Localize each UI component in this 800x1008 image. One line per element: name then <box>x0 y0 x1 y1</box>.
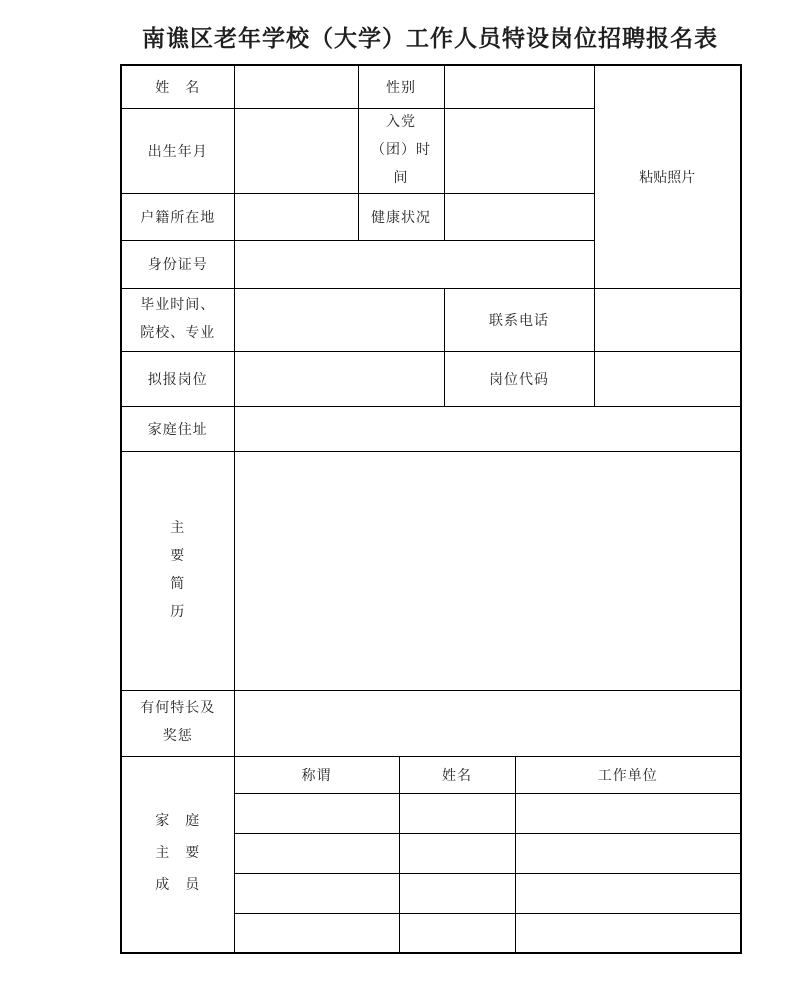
family-col-workunit: 工作单位 <box>515 756 741 793</box>
row-home-address <box>121 406 741 451</box>
position-value-cell <box>234 351 444 406</box>
resume-line-1: 主 <box>170 520 186 536</box>
family-members-label <box>121 756 234 953</box>
row-name-gender <box>121 65 741 108</box>
family-row-2-workunit-cell <box>515 833 741 873</box>
id-number-label: 身份证号 <box>121 240 234 288</box>
phone-value-cell <box>594 288 741 351</box>
position-code-label: 岗位代码 <box>444 351 594 406</box>
family-col-name: 姓名 <box>399 756 515 793</box>
specialty-line-1: 有何特长及 <box>140 701 216 716</box>
home-address-label: 家庭住址 <box>121 406 234 451</box>
resume-line-2: 要 <box>170 548 186 564</box>
resume-line-4: 历 <box>170 604 186 620</box>
party-time-label-lines <box>361 109 442 193</box>
health-label: 健康状况 <box>358 193 444 240</box>
id-number-value-cell <box>234 240 594 288</box>
specialty-label-lines <box>124 695 232 751</box>
row-specialty <box>121 690 741 756</box>
family-row-2-name-cell <box>399 833 515 873</box>
family-row-4-workunit-cell <box>515 913 741 953</box>
row-position <box>121 351 741 406</box>
phone-label: 联系电话 <box>444 288 594 351</box>
photo-paste-cell: 粘贴照片 <box>594 65 741 288</box>
resume-value-cell <box>234 451 741 690</box>
family-members-label-lines <box>124 806 232 902</box>
name-label: 姓 名 <box>121 65 234 108</box>
residence-label: 户籍所在地 <box>121 193 234 240</box>
birth-value-cell <box>234 108 358 193</box>
family-row-1-workunit-cell <box>515 793 741 833</box>
registration-form-table <box>120 64 742 954</box>
family-row-1-relation-cell <box>234 793 399 833</box>
family-col-relation: 称谓 <box>234 756 399 793</box>
specialty-value-cell <box>234 690 741 756</box>
party-time-label <box>358 108 444 193</box>
resume-label-lines <box>124 515 232 627</box>
party-time-line-3: 间 <box>393 170 409 186</box>
gender-label: 性别 <box>358 65 444 108</box>
gender-value-cell <box>444 65 594 108</box>
row-resume <box>121 451 741 690</box>
party-time-line-2: （团）时 <box>371 142 431 158</box>
position-label: 拟报岗位 <box>121 351 234 406</box>
form-title: 南谯区老年学校（大学）工作人员特设岗位招聘报名表 <box>142 26 718 51</box>
graduation-value-cell <box>234 288 444 351</box>
row-graduation-phone <box>121 288 741 351</box>
family-row-4-name-cell <box>399 913 515 953</box>
birth-label: 出生年月 <box>121 108 234 193</box>
specialty-line-2: 奖惩 <box>162 729 193 744</box>
resume-label <box>121 451 234 690</box>
graduation-label-lines <box>124 292 232 348</box>
specialty-label <box>121 690 234 756</box>
residence-value-cell <box>234 193 358 240</box>
family-label-line-1: 家 庭 <box>155 814 201 830</box>
family-label-line-2: 主 要 <box>155 846 201 862</box>
graduation-line-2: 院校、专业 <box>140 325 216 341</box>
home-address-value-cell <box>234 406 741 451</box>
family-row-4-relation-cell <box>234 913 399 953</box>
graduation-line-1: 毕业时间、 <box>140 297 216 313</box>
graduation-label <box>121 288 234 351</box>
family-label-line-3: 成 员 <box>155 878 201 894</box>
family-row-3-workunit-cell <box>515 873 741 913</box>
health-value-cell <box>444 193 594 240</box>
position-code-value-cell <box>594 351 741 406</box>
row-family-header <box>121 756 741 793</box>
name-value-cell <box>234 65 358 108</box>
family-row-1-name-cell <box>399 793 515 833</box>
family-row-3-relation-cell <box>234 873 399 913</box>
family-row-2-relation-cell <box>234 833 399 873</box>
family-row-3-name-cell <box>399 873 515 913</box>
party-time-line-1: 入党 <box>386 114 416 130</box>
party-time-value-cell <box>444 108 594 193</box>
resume-line-3: 简 <box>170 576 186 592</box>
